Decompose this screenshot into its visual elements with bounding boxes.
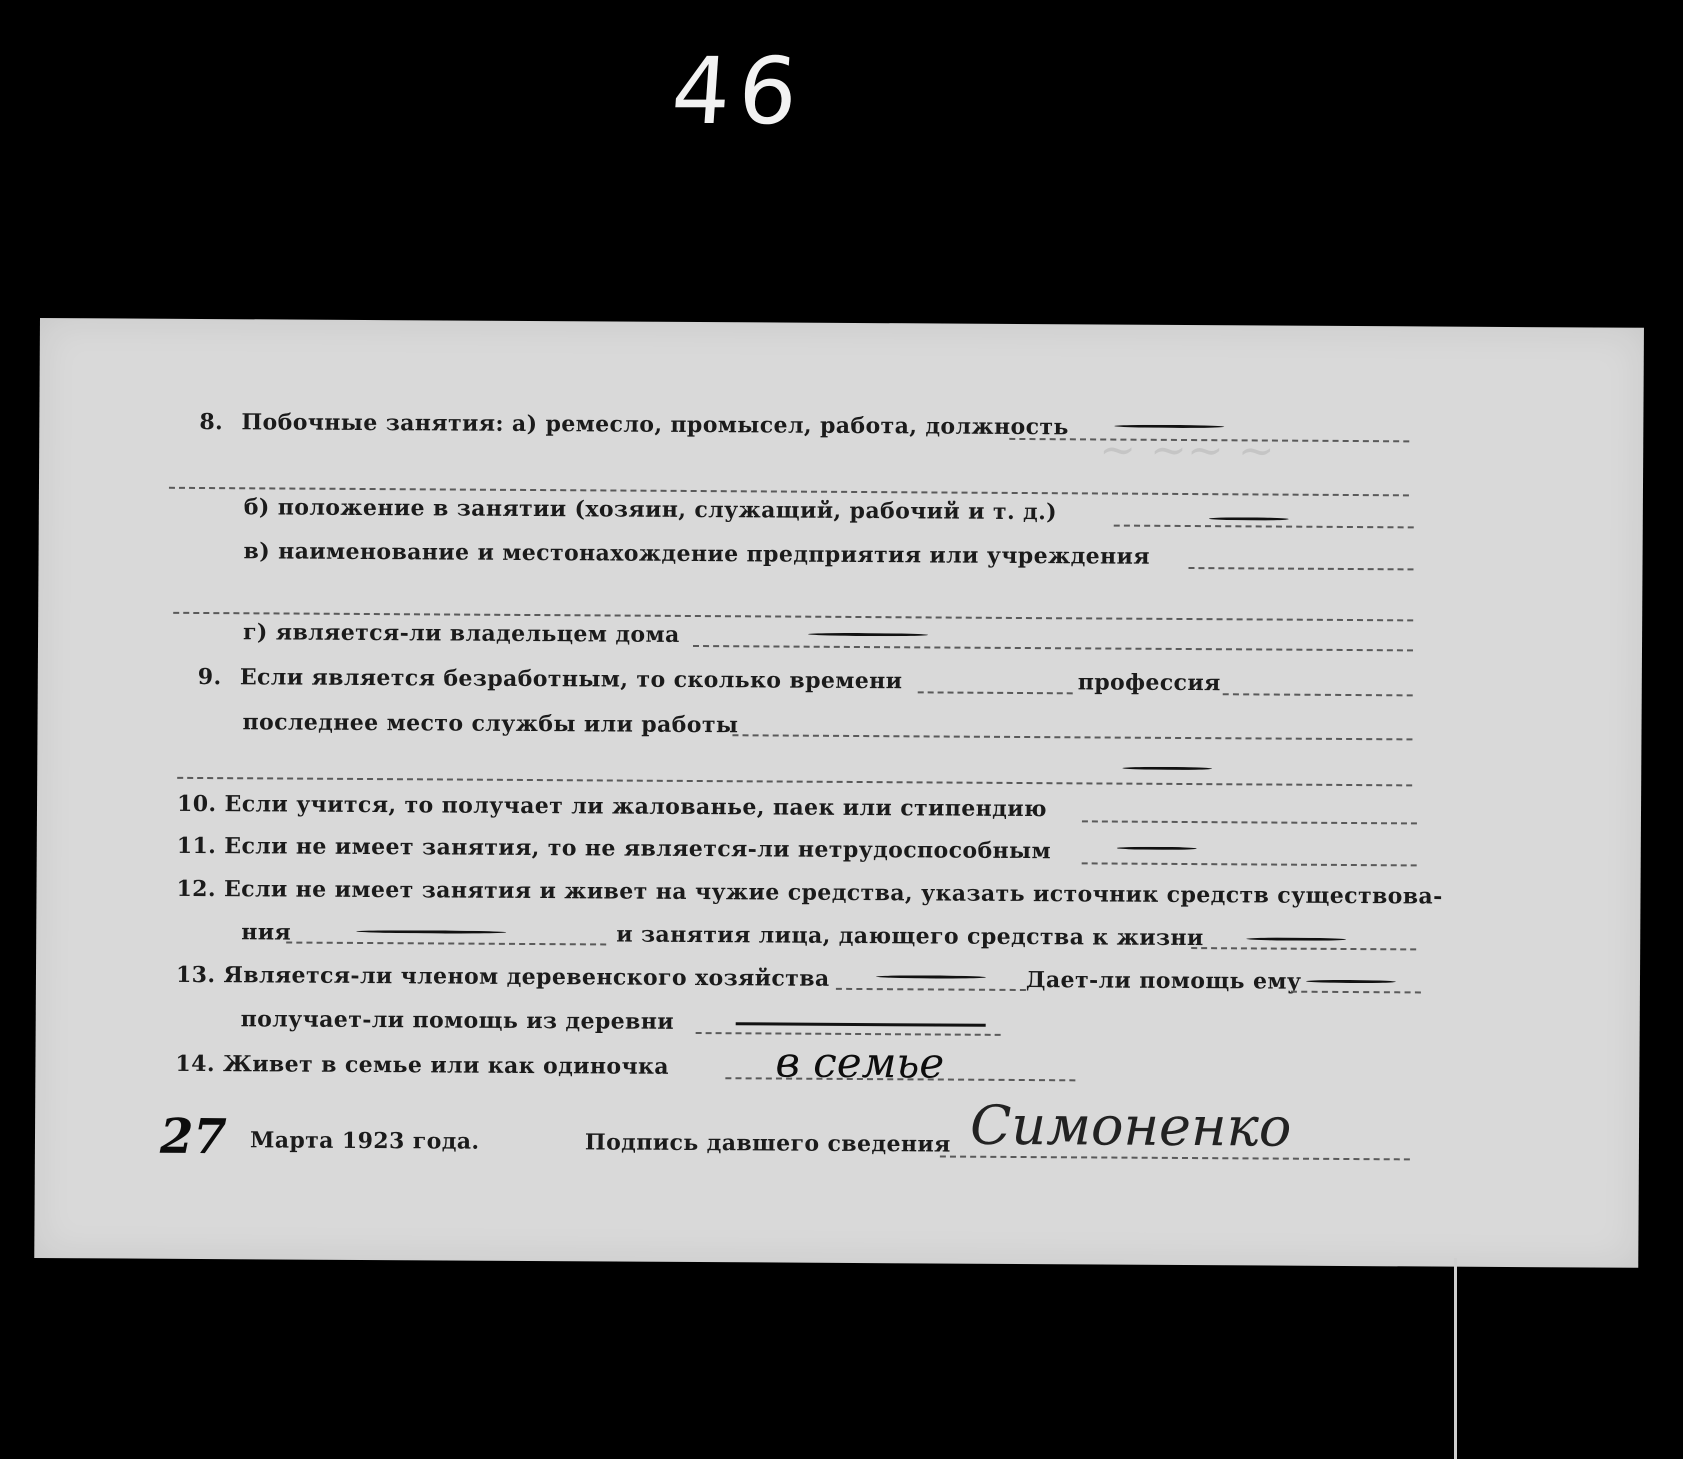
q9-duration-line	[918, 691, 1073, 694]
q12-person-dash	[1246, 937, 1346, 941]
q12-line-2a: ния	[241, 919, 292, 946]
q8-c-answer-line	[1188, 567, 1413, 570]
q8-b-answer-line	[1114, 525, 1414, 529]
bleed-through-marks: ~ ~~ ~	[1099, 424, 1275, 477]
q9-line-1: 9. Если является безработным, то сколько времени	[197, 663, 903, 695]
q14-handwritten-answer: в семье	[775, 1037, 945, 1088]
q8-b-dash	[1209, 517, 1289, 520]
signature-label: Подпись давшего сведения	[584, 1129, 951, 1158]
q10-line: 10. Если учится, то получает ли жалованье, паек или стипендию	[176, 790, 1048, 823]
q9-workplace-dash	[1122, 767, 1212, 771]
questionnaire-card	[34, 318, 1644, 1268]
q9-profession-line	[1223, 693, 1413, 696]
q8-line-d: г) является-ли владельцем дома	[243, 619, 680, 648]
q8-line-a: 8. Побочные занятия: а) ремесло, промысел, работа, должность	[199, 408, 1069, 441]
q9-line-2: последнее место службы или работы	[242, 709, 739, 739]
q12-line-2b: и занятия лица, дающего средства к жизни	[616, 921, 1204, 952]
q9-workplace-line	[732, 734, 1412, 740]
q13-help-dash	[1306, 980, 1396, 984]
q13-line-2: получает-ли помощь из деревни	[240, 1006, 675, 1035]
tape-strip	[1454, 1258, 1457, 1459]
q11-line: 11. Если не имеет занятия, то не является-ли нетрудоспособным	[176, 832, 1052, 865]
q14-line: 14. Живет в семье или как одиночка	[175, 1050, 670, 1080]
q13-line-1: 13. Является-ли членом деревенского хозяйства	[175, 961, 830, 992]
sheet-number: 46	[668, 38, 809, 145]
date-day-handwritten: 27	[159, 1108, 227, 1166]
q8-line-b: б) положение в занятии (хозяин, служащий, рабочий и т. д.)	[243, 494, 1058, 526]
q13-help-line	[1291, 991, 1421, 994]
q8-d-answer-line	[693, 645, 1413, 651]
q10-answer-line	[1082, 820, 1417, 824]
q12-person-line	[1191, 947, 1416, 950]
q8-line-c: в) наименование и местонахождение предприятия или учреждения	[243, 538, 1151, 570]
q13-member-dash	[876, 975, 986, 979]
q13-village-line	[696, 1032, 1001, 1036]
q12-line-1: 12. Если не имеет занятия и живет на чужие средства, указать источник средств существова-	[176, 875, 1443, 910]
q11-answer-line	[1082, 862, 1417, 866]
q9-workplace-line-2	[177, 777, 1412, 787]
q8-d-dash	[808, 633, 928, 637]
q11-dash	[1117, 847, 1197, 850]
q12-source-dash	[356, 930, 506, 934]
q9-profession-label: профессия	[1077, 669, 1221, 697]
q13-village-dash	[736, 1022, 986, 1027]
q13-member-line	[836, 988, 1026, 991]
q12-source-line	[286, 942, 606, 946]
date-text: Марта 1923 года.	[249, 1127, 480, 1155]
q13-help-label: Дает-ли помощь ему	[1025, 967, 1302, 995]
signature-handwritten: Симоненко	[969, 1093, 1292, 1159]
